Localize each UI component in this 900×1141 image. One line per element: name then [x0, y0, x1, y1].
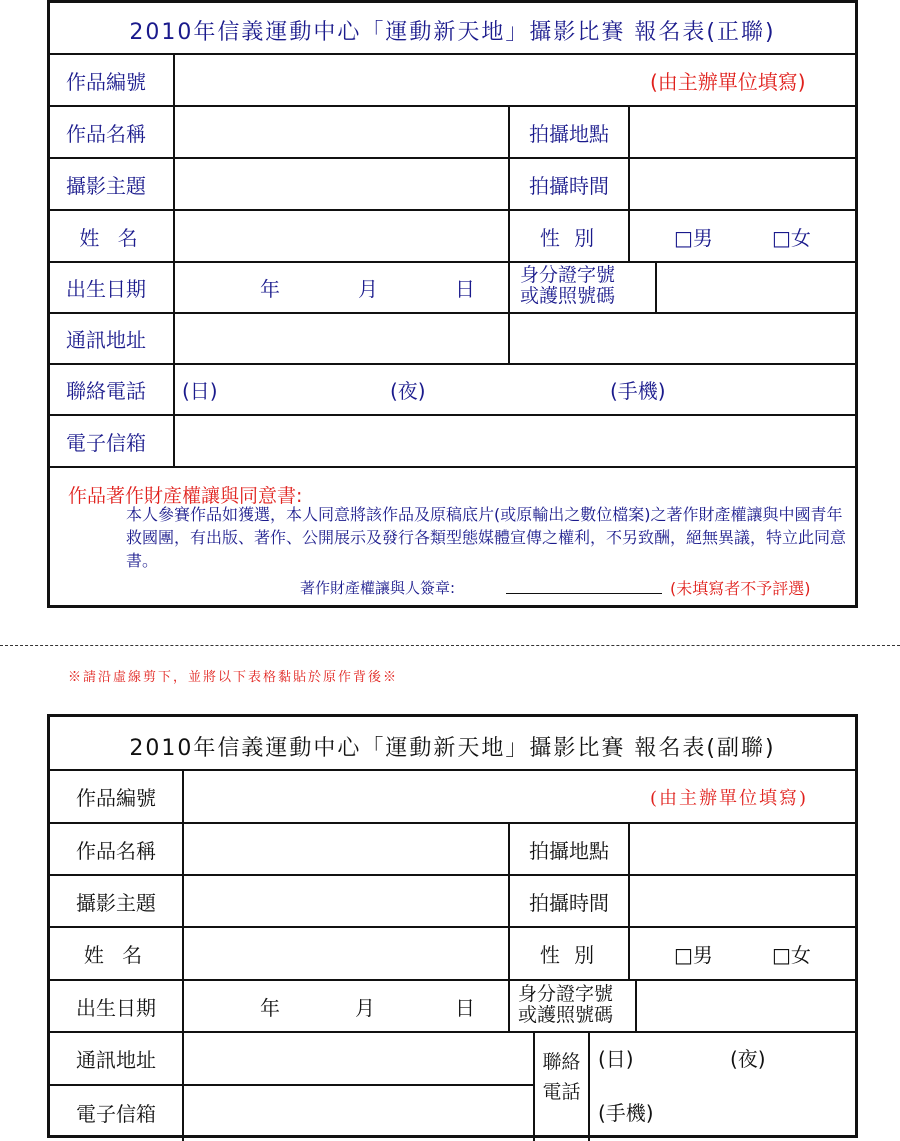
male-checkbox[interactable]: □男: [674, 225, 713, 250]
name-field[interactable]: [175, 211, 508, 261]
consent-text: 本人參賽作品如獲選，本人同意將該作品及原稿底片(或原輸出之數位檔案)之著作財產權讓與中國青年救國團，有出版、著作、公開展示及發行各類型態媒體宣傳之權利，不另致酬，絕無異議，特立此同意書。: [126, 505, 847, 570]
stub-shoot-time-field[interactable]: [630, 876, 855, 926]
stub-year-unit: 年: [260, 995, 280, 1020]
work-number-note: (由主辦單位填寫): [650, 69, 806, 94]
day-unit: 日: [455, 277, 475, 301]
signature-label: 著作財產權讓與人簽章:: [300, 578, 456, 597]
stub-gender-label: 性 別: [539, 943, 599, 967]
id-number-field[interactable]: [657, 263, 855, 312]
theme-field[interactable]: [175, 159, 508, 209]
phone-label: 聯絡電話: [66, 379, 146, 403]
signature-line[interactable]: [506, 593, 662, 594]
stub-name-field[interactable]: [184, 928, 508, 979]
stub-shoot-place-label: 拍攝地點: [529, 838, 609, 863]
shoot-place-label: 拍攝地點: [529, 121, 609, 146]
work-number-field[interactable]: [175, 55, 645, 105]
stub-address-label: 通訊地址: [76, 1048, 156, 1072]
shoot-time-label: 拍攝時間: [529, 173, 609, 198]
stub-female-checkbox[interactable]: □女: [772, 943, 811, 967]
month-unit: 月: [358, 277, 378, 301]
stub-form-title: 2010年信義運動中心「運動新天地」攝影比賽 報名表(副聯): [129, 736, 776, 761]
stub-id-number-label: 身分證字號 或護照號碼: [518, 983, 614, 1026]
stub-theme-field[interactable]: [184, 876, 508, 926]
address-label: 通訊地址: [66, 328, 146, 352]
stub-email-label: 電子信箱: [76, 1101, 156, 1126]
stub-day-unit: 日: [455, 995, 475, 1020]
stub-phone-label: 聯絡 電話: [542, 1051, 581, 1103]
stub-theme-label: 攝影主題: [76, 890, 156, 915]
stub-id-number-field[interactable]: [637, 981, 855, 1031]
cut-instruction: ※請沿虛線剪下，並將以下表格黏貼於原作背後※: [68, 670, 399, 685]
female-checkbox[interactable]: □女: [772, 225, 811, 250]
work-number-label: 作品編號: [66, 69, 146, 94]
phone-night-label[interactable]: (夜): [390, 379, 426, 403]
signature-note: (未填寫者不予評選): [670, 578, 811, 598]
year-unit: 年: [260, 277, 280, 301]
stub-name-label: 姓 名: [83, 943, 149, 967]
stub-birth-date-label: 出生日期: [76, 995, 156, 1020]
stub-work-name-field[interactable]: [184, 824, 508, 874]
stub-work-number-field[interactable]: [184, 771, 644, 822]
shoot-time-field[interactable]: [630, 159, 855, 209]
stub-work-number-label: 作品編號: [76, 786, 156, 810]
stub-male-checkbox[interactable]: □男: [674, 943, 713, 967]
stub-phone-night-label[interactable]: (夜): [730, 1046, 766, 1071]
id-number-label: 身分證字號 或護照號碼: [520, 264, 616, 307]
gender-label: 性 別: [539, 225, 599, 250]
stub-month-unit: 月: [355, 995, 375, 1020]
stub-phone-day-label[interactable]: (日): [598, 1046, 634, 1071]
work-name-label: 作品名稱: [66, 121, 146, 146]
main-entry-form: [47, 0, 858, 608]
stub-phone-mobile-label[interactable]: (手機): [598, 1100, 654, 1125]
stub-entry-form: [47, 714, 858, 1138]
stub-work-number-note: (由主辦單位填寫): [650, 787, 809, 809]
phone-day-label[interactable]: (日): [182, 379, 218, 403]
name-label: 姓 名: [79, 225, 144, 250]
email-label: 電子信箱: [66, 430, 146, 455]
stub-address-field[interactable]: [184, 1033, 533, 1084]
stub-email-field[interactable]: [184, 1086, 533, 1138]
shoot-place-field[interactable]: [630, 107, 855, 157]
birth-date-label: 出生日期: [66, 277, 146, 301]
stub-work-name-label: 作品名稱: [76, 838, 156, 863]
form-title: 2010年信義運動中心「運動新天地」攝影比賽 報名表(正聯): [129, 20, 776, 45]
theme-label: 攝影主題: [66, 173, 146, 198]
work-name-field[interactable]: [175, 107, 508, 157]
consent-title: 作品著作財產權讓與同意書:: [68, 485, 303, 507]
phone-mobile-label[interactable]: (手機): [610, 379, 666, 403]
address-field[interactable]: [175, 314, 508, 363]
stub-shoot-place-field[interactable]: [630, 824, 855, 874]
cut-dashed-line: [0, 645, 900, 646]
email-field[interactable]: [175, 416, 855, 466]
stub-shoot-time-label: 拍攝時間: [529, 890, 609, 915]
